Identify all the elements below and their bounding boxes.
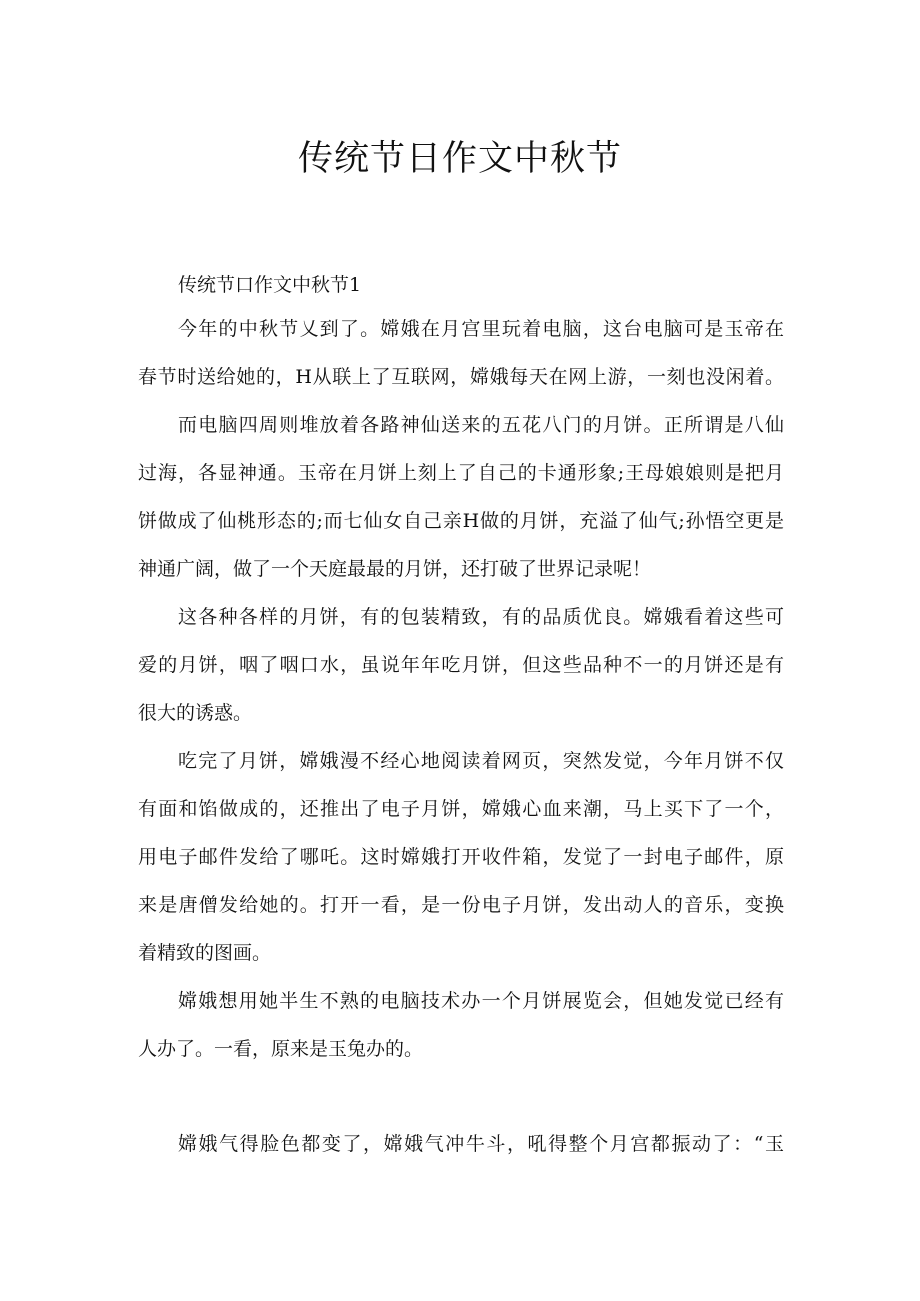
paragraph-6	[138, 1120, 784, 1168]
paragraph-line: 神通广阔，做了一个天庭最最的月饼，还打破了世界记录呢！	[138, 558, 652, 580]
paragraph-line: 着精致的图画。	[138, 942, 272, 964]
paragraph-2	[138, 401, 784, 593]
paragraph-line: 有面和馅做成的，还推出了电子月饼，嫦娥心血来潮，马上买下了一个，	[138, 798, 784, 820]
paragraph-line: 来是唐僧发给她的。打开一看，是一份电子月饼，发出动人的音乐，变换	[138, 894, 784, 916]
paragraph-line: 很大的诱惑。	[138, 702, 253, 724]
paragraph-line: 吃完了月饼，嫦娥漫不经心地阅读着网页，突然发觉，今年月饼不仅	[178, 750, 784, 772]
paragraph-line: 今年的中秋节乂到了。嫦娥在月宫里玩着电脑，这台电脑可是玉帝在	[178, 318, 784, 340]
paragraph-spacer	[138, 1073, 784, 1120]
paragraph-line: 嫦娥想用她半生不熟的电脑技术办一个月饼展览会，但她发觉已经有	[178, 990, 784, 1012]
paragraph-4	[138, 737, 784, 977]
paragraph-line: 饼做成了仙桃形态的;而七仙女自己亲H做的月饼，充溢了仙气;孙悟空更是	[138, 510, 784, 532]
paragraph-line: 春节时送给她的，H从联上了互联网，嫦娥每天在网上游，一刻也没闲着。	[138, 366, 784, 388]
paragraph-line: 人办了。一看，原来是玉兔办的。	[138, 1038, 424, 1060]
document-body	[138, 265, 784, 1168]
document-title: 传统节日作文中秋节	[297, 139, 622, 179]
section-heading: 传统节口作文中秋节1	[178, 274, 362, 296]
paragraph-line: 用电子邮件发给了哪吒。这时嫦娥打开收件箱，发觉了一封电子邮件，原	[138, 846, 784, 868]
paragraph-1	[138, 305, 784, 401]
paragraph-line: 嫦娥气得脸色都变了，嫦娥气冲牛斗，吼得整个月宫都振动了：“玉	[178, 1133, 784, 1155]
paragraph-line: 而电脑四周则堆放着各路神仙送来的五花八门的月饼。正所谓是八仙	[178, 414, 784, 436]
paragraph-5	[138, 977, 784, 1073]
paragraph-3	[138, 593, 784, 737]
paragraph-line: 这各种各样的月饼，有的包装精致，有的品质优良。嫦娥看着这些可	[178, 606, 784, 628]
paragraph-line: 过海，各显神通。玉帝在月饼上刻上了自己的卡通形象;王母娘娘则是把月	[138, 462, 784, 484]
paragraph-line: 爱的月饼，咽了咽口水，虽说年年吃月饼，但这些品种不一的月饼还是有	[138, 654, 784, 676]
